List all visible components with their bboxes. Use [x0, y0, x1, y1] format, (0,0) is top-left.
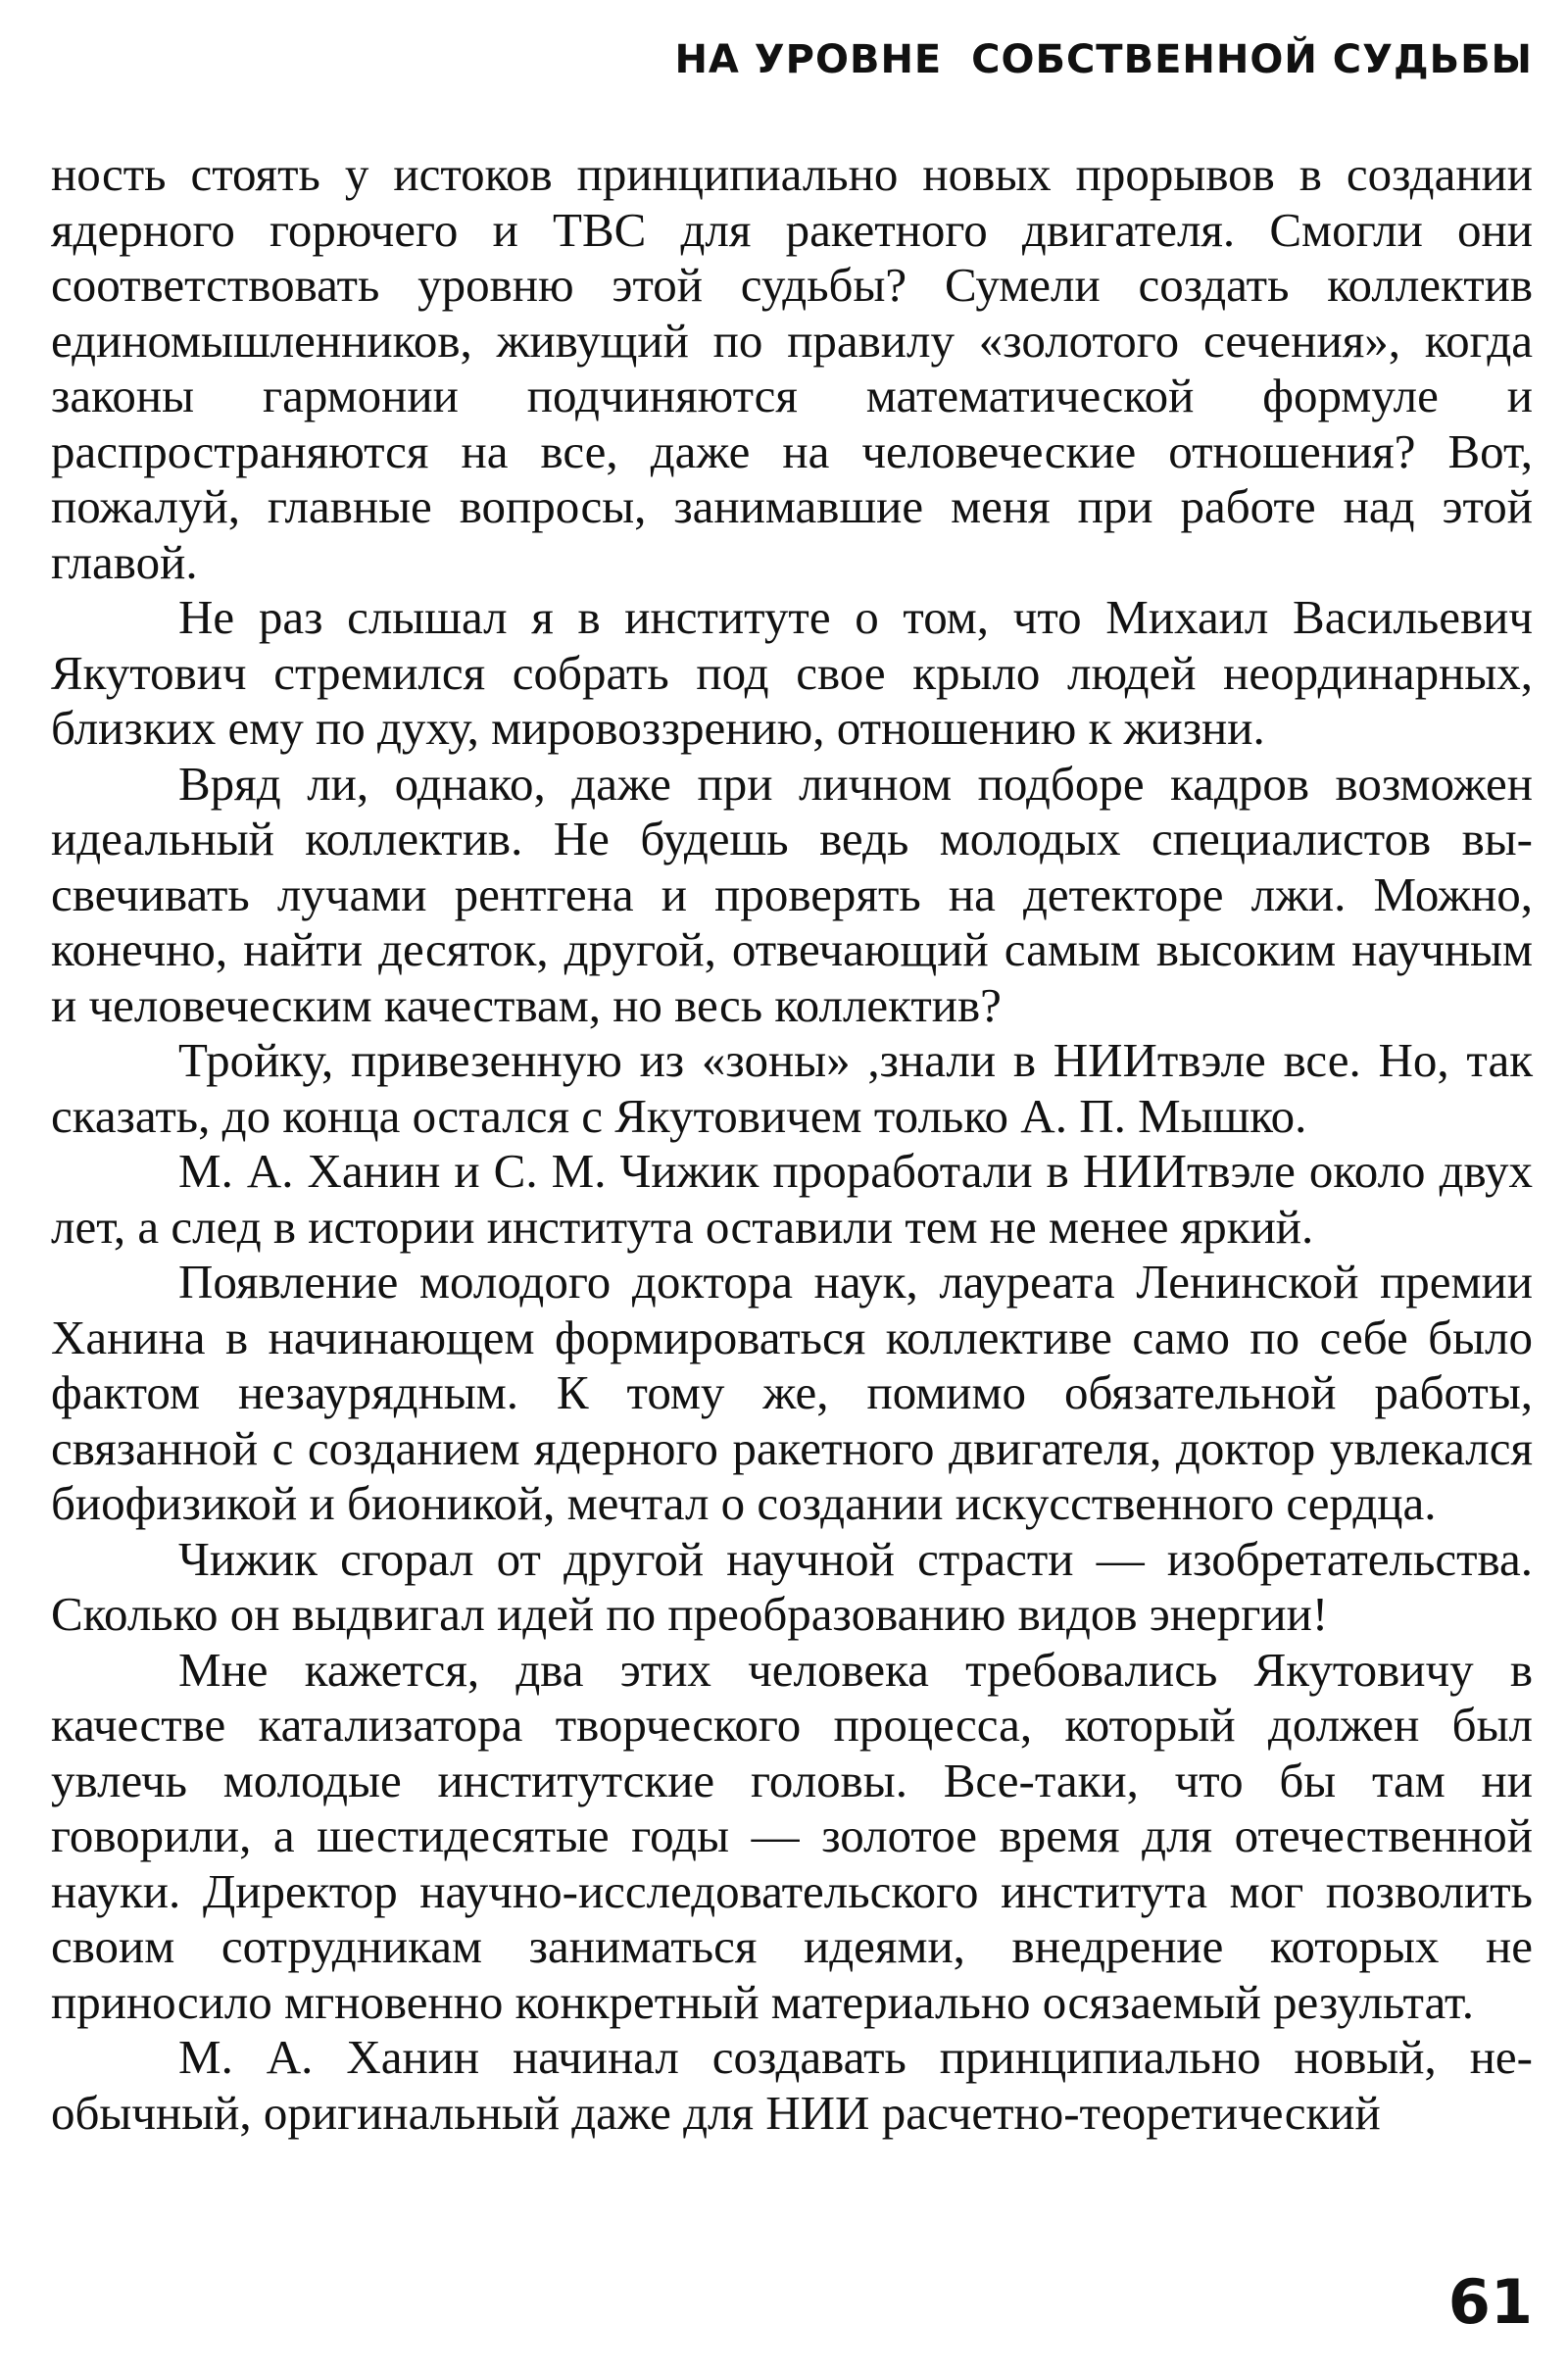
paragraph: М. А. Ханин и С. М. Чижик проработали в НИИтвэле около двух лет, а след в истории института оставили тем не менее яркий. — [51, 1144, 1533, 1254]
paragraph: Тройку, привезенную из «зоны» ,знали в НИИтвэле все. Но, так сказать, до конца остался с Якутовичем только А. П. Мышко. — [51, 1033, 1533, 1143]
page-number: 61 — [1447, 2266, 1533, 2338]
paragraph: Появление молодого доктора наук, лауреата Ленинской премии Ханина в начинающем формироваться коллективе само по себе было фактом незаурядным. К тому же, помимо обязательной работы, связанной с созданием ядерного ракетного двигателя, доктор увлекался биофизикой и бионикой, мечтал о создании искусственного сердца. — [51, 1255, 1533, 1530]
body-text — [51, 147, 1533, 2141]
paragraph: Вряд ли, однако, даже при личном подборе кадров возможен идеальный коллектив. Не будешь ведь молодых специалистов высвечивать лучами рентгена и проверять на детекторе лжи. Можно, конечно, найти десяток, другой, отвечающий самым высоким научным и человеческим качествам, но весь коллектив? — [51, 756, 1533, 1032]
paragraph: Мне кажется, два этих человека требовались Якутовичу в качестве катализатора творческого процесса, который должен был увлечь молодые институтские головы. Все-таки, что бы там ни говорили, а шестидесятые годы — золотое время для отечественной науки. Директор научно-исследовательского института мог позволить своим сотрудникам заниматься идеями, внедрение которых не приносило мгновенно конкретный материально осязаемый результат. — [51, 1642, 1533, 2029]
paragraph: Чижик сгорал от другой научной страсти — изобретательства. Сколько он выдвигал идей по преобразованию видов энергии! — [51, 1531, 1533, 1641]
paragraph: Не раз слышал я в институте о том, что Михаил Васильевич Якутович стремился собрать под свое крыло людей неординарных, близких ему по духу, мировоззрению, отношению к жизни. — [51, 590, 1533, 755]
paragraph: ность стоять у истоков принципиально новых прорывов в создании ядерного горючего и ТВС для ракетного двигателя. Смогли они соответствовать уровню этой судьбы? Сумели создать коллектив единомышленников, живущий по правилу «золотого сечения», когда законы гармонии подчиняются математической формуле и распространяются на все, даже на человеческие отношения? Вот, пожалуй, главные вопросы, занимавшие меня при работе над этой главой. — [51, 147, 1533, 589]
running-head: НА УРОВНЕ СОБСТВЕННОЙ СУДЬБЫ — [674, 37, 1533, 82]
paragraph: М. А. Ханин начинал создавать принципиально новый, необычный, оригинальный даже для НИИ расчетно-теоретический — [51, 2030, 1533, 2140]
